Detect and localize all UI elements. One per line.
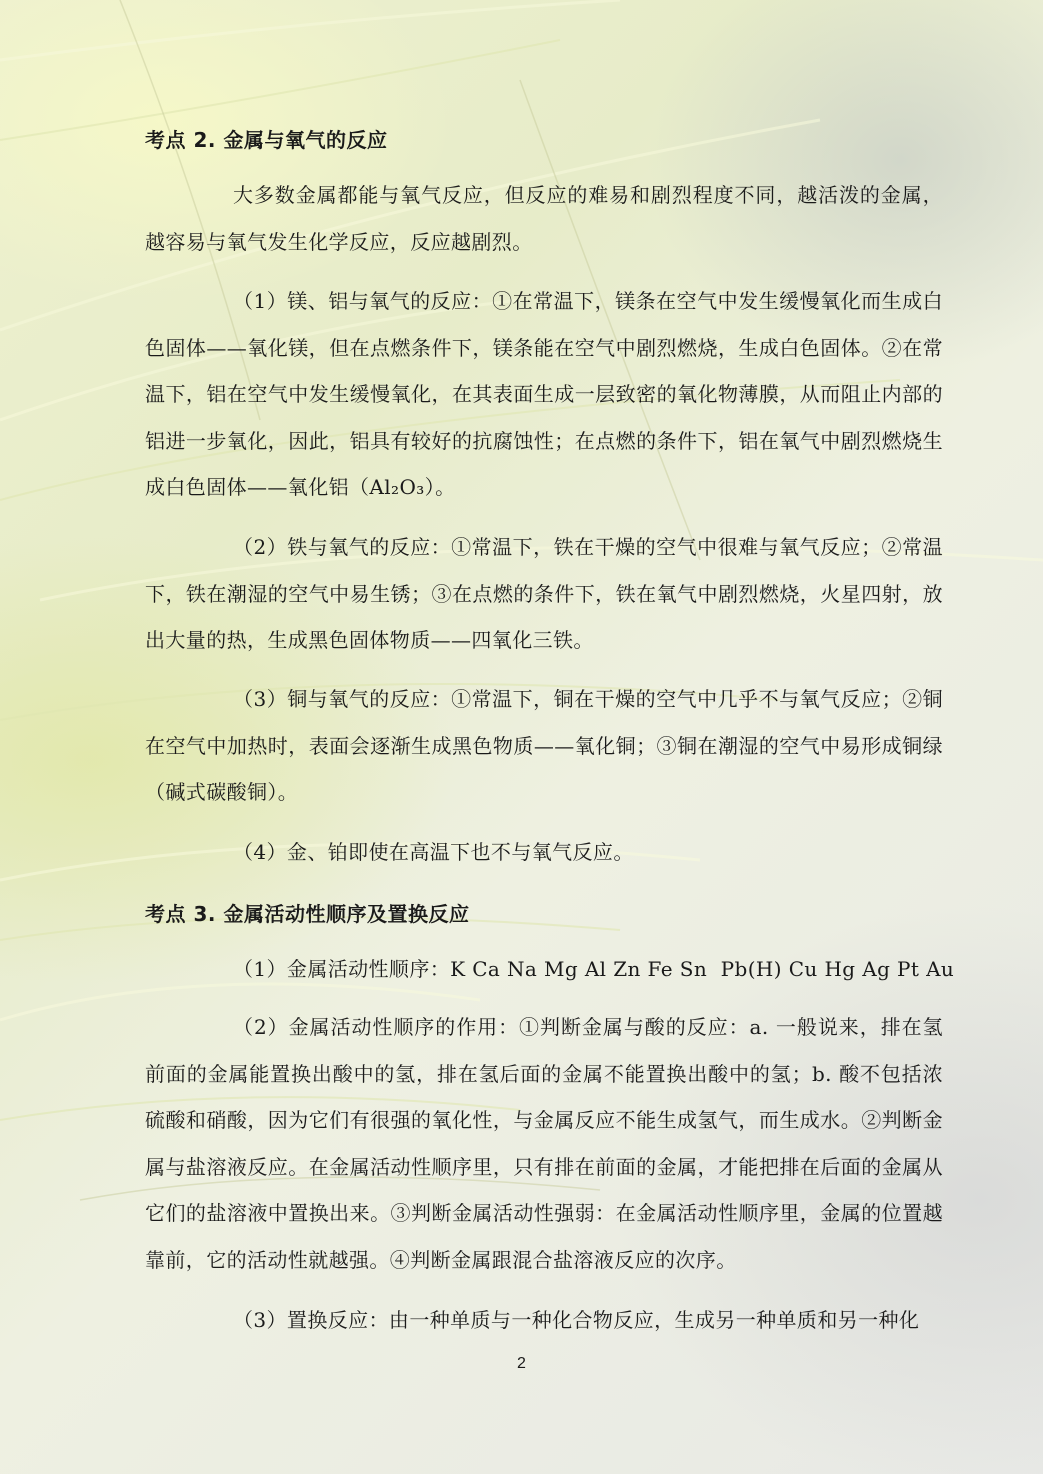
page-number: 2 (517, 1355, 526, 1372)
paragraph-mg-al: （1）镁、铝与氧气的反应：①在常温下，镁条在空气中发生缓慢氧化而生成白色固体——氧化镁，但在点燃条件下，镁条能在空气中剧烈燃烧，生成白色固体。②在常温下，铝在空气中发生缓慢氧化，在其表面生成一层致密的氧化物薄膜，从而阻止内部的铝进一步氧化，因此，铝具有较好的抗腐蚀性；在点燃的条件下，铝在氧气中剧烈燃烧生成白色固体——氧化铝（Al₂O₃）。 (145, 289, 943, 499)
section-heading-3: 考点 3. 金属活动性顺序及置换反应 (145, 902, 470, 926)
paragraph-cu: （3）铜与氧气的反应：①常温下，铜在干燥的空气中几乎不与氧气反应；②铜在空气中加热时，表面会逐渐生成黑色物质——氧化铜；③铜在潮湿的空气中易形成铜绿（碱式碳酸铜）。 (145, 687, 943, 804)
section-heading-2: 考点 2. 金属与氧气的反应 (145, 128, 388, 152)
paragraph-fe: （2）铁与氧气的反应：①常温下，铁在干燥的空气中很难与氧气反应；②常温下，铁在潮湿的空气中易生锈；③在点燃的条件下，铁在氧气中剧烈燃烧，火星四射，放出大量的热，生成黑色固体物质——四氧化三铁。 (145, 535, 943, 652)
paragraph-intro: 大多数金属都能与氧气反应，但反应的难易和剧烈程度不同，越活泼的金属，越容易与氧气发生化学反应，反应越剧烈。 (145, 183, 943, 254)
paragraph-activity-series: （1）金属活动性顺序：K Ca Na Mg Al Zn Fe Sn Pb(H) Cu Hg Ag Pt Au (233, 957, 955, 981)
paragraph-au-pt: （4）金、铂即使在高温下也不与氧气反应。 (233, 840, 634, 864)
paragraph-activity-uses: （2）金属活动性顺序的作用：①判断金属与酸的反应：a. 一般说来，排在氢前面的金属能置换出酸中的氢，排在氢后面的金属不能置换出酸中的氢；b. 酸不包括浓硫酸和硝酸，因为它们有很强的氧化性，与金属反应不能生成氢气，而生成水。②判断金属与盐溶液反应。在金属活动性顺序里，只有排在前面的金属，才能把排在后面的金属从它们的盐溶液中置换出来。③判断金属活动性强弱：在金属活动性顺序里，金属的位置越靠前，它的活动性就越强。④判断金属跟混合盐溶液反应的次序。 (145, 1015, 943, 1272)
paragraph-displacement: （3）置换反应：由一种单质与一种化合物反应，生成另一种单质和另一种化 (233, 1308, 920, 1332)
